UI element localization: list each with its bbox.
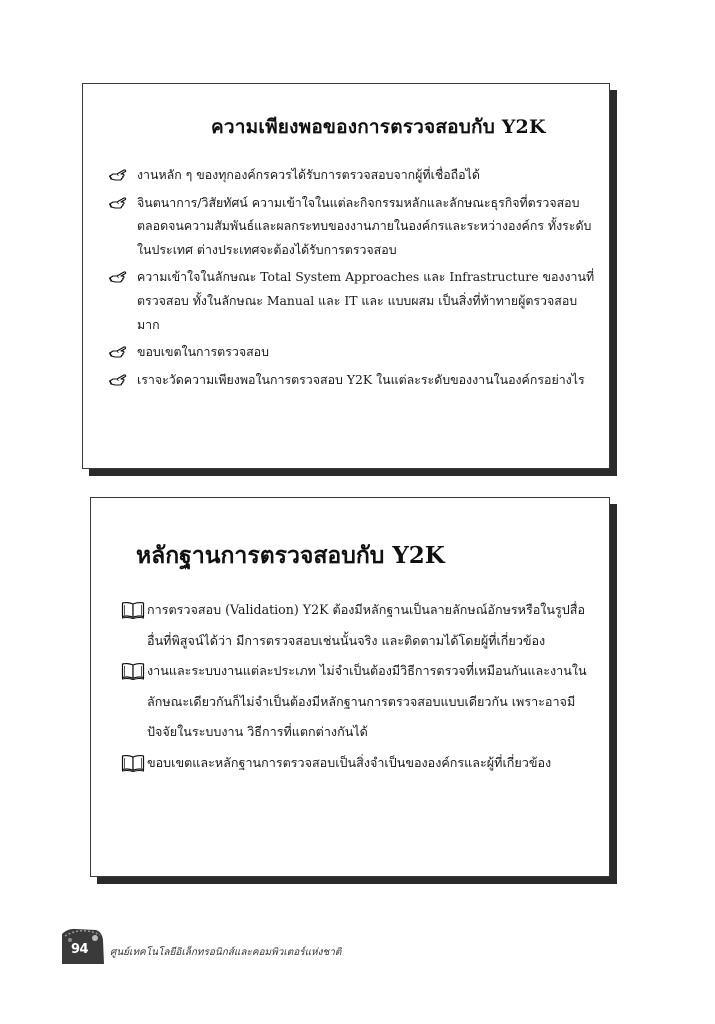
page-footer bbox=[62, 926, 382, 966]
pointing-hand-icon bbox=[109, 167, 127, 183]
list-item bbox=[121, 595, 601, 656]
slide-title: หลักฐานการตรวจสอบกับ Y2K bbox=[136, 542, 445, 569]
open-book-icon bbox=[121, 754, 145, 772]
open-book-icon bbox=[121, 662, 145, 680]
bullet-text: งานหลัก ๆ ของทุกองค์กรควรได้รับการตรวจสอบจากผู้ที่เชื่อถือได้ bbox=[137, 167, 480, 182]
list-item bbox=[107, 265, 597, 336]
pointing-hand-icon bbox=[109, 195, 127, 211]
list-item bbox=[107, 163, 597, 187]
bullet-list bbox=[121, 595, 601, 778]
page-number: 94 bbox=[71, 942, 89, 957]
bullet-text: ความเข้าใจในลักษณะ Total System Approaches และ Infrastructure ของงานที่ตรวจสอบ ทั้งในลักษณะ Manual และ IT และ แบบผสม เป็นสิ่งที่ท้าทายผู้ตรวจสอบมาก bbox=[137, 269, 595, 332]
bullet-text: ขอบเขตและหลักฐานการตรวจสอบเป็นสิ่งจำเป็นขององค์กรและผู้ที่เกี่ยวข้อง bbox=[147, 754, 552, 770]
bullet-text: จินตนาการ/วิสัยทัศน์ ความเข้าใจในแต่ละกิจกรรมหลักและลักษณะธุรกิจที่ตรวจสอบ ตลอดจนความสัมพันธ์และผลกระทบของงานภายในองค์กรและระหว่างองค์กร ทั้งระดับในประเทศ ต่างประเทศจะต้องได้รับการตรวจสอบ bbox=[137, 194, 592, 257]
list-item bbox=[121, 748, 601, 779]
list-item bbox=[107, 368, 597, 392]
pointing-hand-icon bbox=[109, 372, 127, 388]
footer-organization: ศูนย์เทคโนโลยีอิเล็กทรอนิกส์และคอมพิวเตอร์แห่งชาติ bbox=[110, 947, 342, 958]
pointing-hand-icon bbox=[109, 344, 127, 360]
slide-title: ความเพียงพอของการตรวจสอบกับ Y2K bbox=[211, 116, 546, 138]
bullet-text: ขอบเขตในการตรวจสอบ bbox=[137, 344, 269, 360]
bullet-text: เราจะวัดความเพียงพอในการตรวจสอบ Y2K ในแต่ละระดับของงานในองค์กรอย่างไร bbox=[137, 371, 585, 387]
bullet-text: การตรวจสอบ (Validation) Y2K ต้องมีหลักฐานเป็นลายลักษณ์อักษรหรือในรูปสื่ออื่นที่พิสูจน์ได้ว่า มีการตรวจสอบเช่นนั้นจริง และติดตามได้โดยผู้ที่เกี่ยวข้อง bbox=[147, 602, 586, 648]
list-item bbox=[107, 191, 597, 262]
bullet-text: งานและระบบงานแต่ละประเภท ไม่จำเป็นต้องมีวิธีการตรวจที่เหมือนกันและงานในลักษณะเดียวกันก็ไม่จำเป็นต้องมีหลักฐานการตรวจสอบแบบเดียวกัน เพราะอาจมีปัจจัยในระบบงาน วิธีการที่แตกต่างกันได้ bbox=[147, 663, 587, 739]
open-book-icon bbox=[121, 601, 145, 619]
pointing-hand-icon bbox=[109, 269, 127, 285]
list-item bbox=[121, 656, 601, 748]
slide-audit-evidence bbox=[90, 497, 610, 877]
slide-adequacy bbox=[82, 83, 610, 469]
bullet-list bbox=[107, 163, 597, 395]
list-item bbox=[107, 340, 597, 364]
